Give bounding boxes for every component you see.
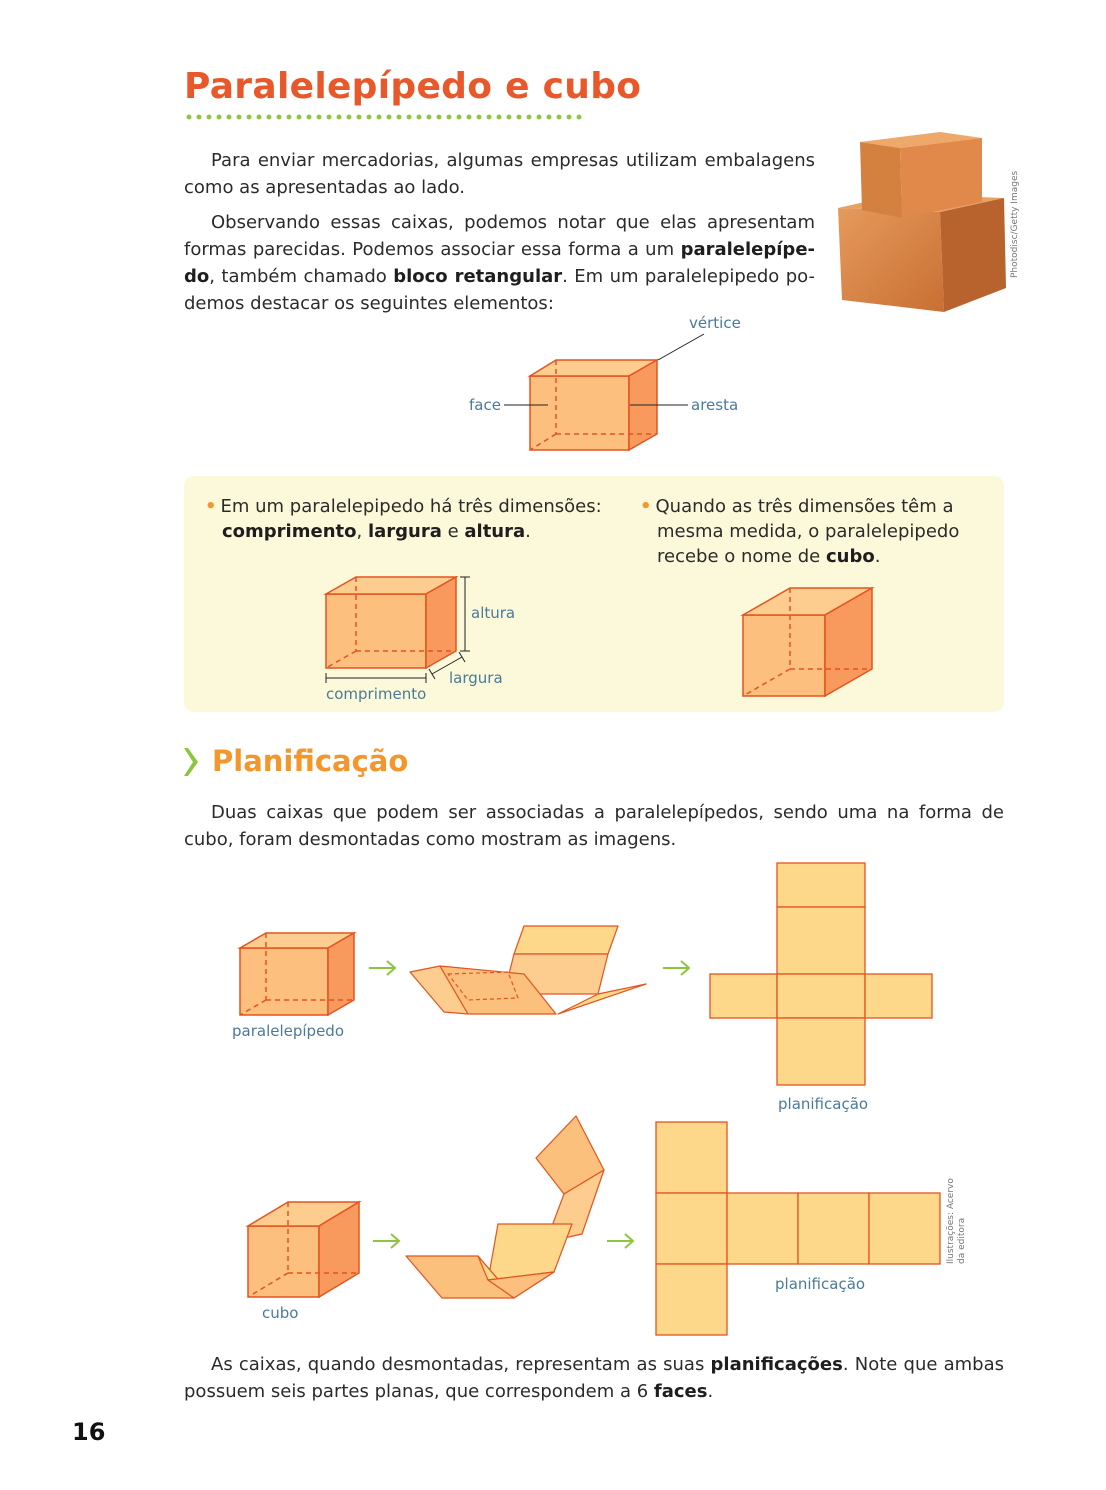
arrow-right-icon [662,960,692,976]
bullet-dot: • [640,496,652,517]
arrow-right-icon [368,960,398,976]
conclusion-paragraph: As caixas, quando desmontadas, representam as suas planificações. Note que ambas possuem seis partes planas, que correspondem a 6 faces. [184,1354,1004,1402]
conclusion-text [184,1351,1004,1405]
prism-figure [236,930,361,1020]
intro-paragraph-2: Observando essas caixas, podemos notar que elas apresentam formas parecidas. Podemos associar essa forma a um paralelepípe-do, também chamado bloco retangular. Em um paralelepipedo po-demos destacar os seguintes elementos: [184,212,815,314]
width-label: largura [449,669,503,687]
chevron-right-icon [184,748,198,776]
cardboard-boxes-photo [836,130,1006,315]
section-paragraph: Duas caixas que podem ser associadas a paralelepípedos, sendo uma na forma de cubo, foram desmontadas como mostram as imagens. [184,802,1004,850]
page-number: 16 [72,1418,106,1446]
parallelepiped-elements-figure [460,320,750,460]
intro-paragraph-1: Para enviar mercadorias, algumas empresas utilizam embalagens como as apresentadas ao lado. [184,150,815,198]
edge-label: aresta [691,396,739,414]
arrow-right-icon [372,1233,402,1249]
section-text [184,799,1004,853]
intro-text [184,147,815,317]
arrow-right-icon [606,1233,636,1249]
cube-net-figure [654,1120,944,1338]
bullet-dot: • [205,496,217,517]
photo-credit: Photodisc/Getty Images [1010,170,1020,278]
length-label: comprimento [326,685,427,703]
prism-net-figure [708,862,936,1088]
cube-figure-2 [244,1198,366,1302]
face-label: face [469,396,501,414]
cube-label: cubo [262,1304,299,1322]
height-label: altura [471,604,516,622]
cube-figure [740,586,880,701]
vertex-label: vértice [689,314,741,332]
net2-label: planificação [775,1275,866,1293]
prism-label: paralelepípedo [232,1022,345,1040]
prism-unfolding-figure [408,922,653,1022]
dimensions-bullet-left: • Em um paralelepipedo há três dimensões: comprimento, largura e altura. [205,496,602,542]
section-title: Planificação [212,744,409,778]
dimensions-bullet-right: • Quando as três dimensões têm a mesma medida, o paralelepipedo recebe o nome de cubo. [640,496,960,567]
illustration-credit: Ilustrações: Acervo da editora [946,1178,967,1264]
title-underline-dots [184,112,586,122]
net1-label: planificação [778,1095,869,1113]
cube-unfolding-figure [404,1112,609,1302]
page-title: Paralelepípedo e cubo [184,66,642,107]
